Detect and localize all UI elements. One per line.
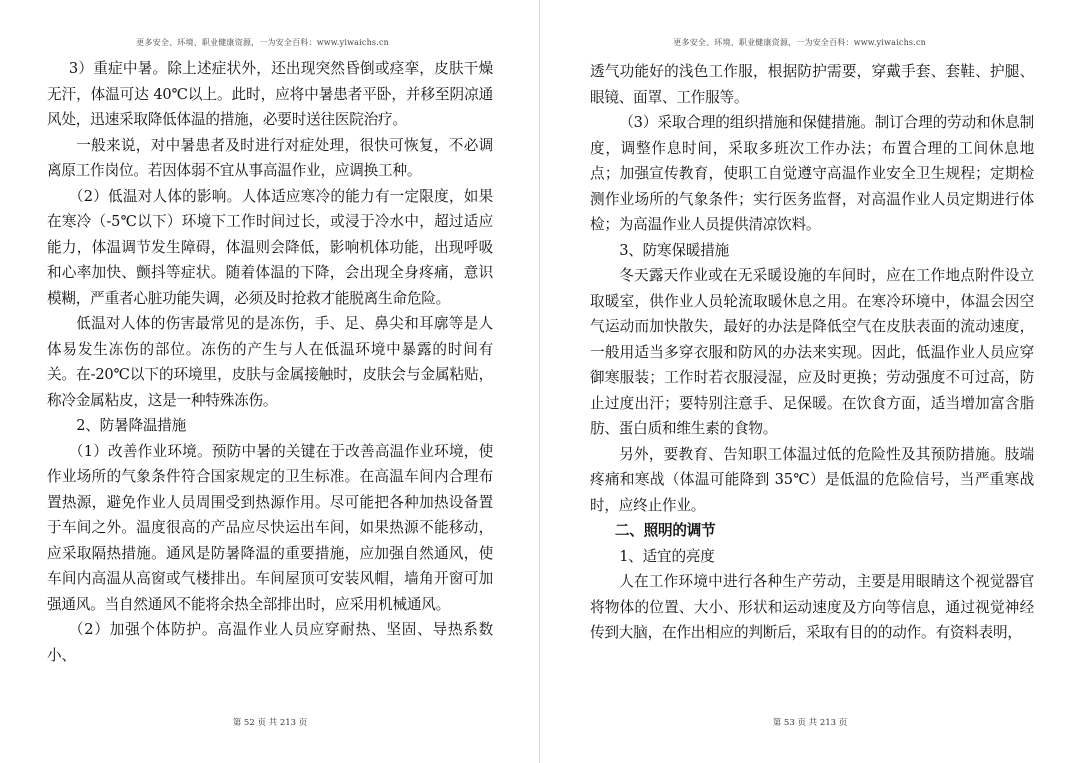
paragraph: （1）改善作业环境。预防中暑的关键在于改善高温作业环境，使作业场所的气象条件符合国家规定的卫生标准。在高温车间内合理布置热源，避免作业人员周围受到热源作用。尽可能把各种加热设备置于车间之外。温度很高的产品应尽快运出车间，如果热源不能移动，应采取隔热措施。通风是防暑降温的重要措施，应加强自然通风，使车间内高温从高窗或气楼排出。车间屋顶可安装风帽，墙角开窗可加强通风。当自然通风不能将余热全部排出时，应采用机械通风。 <box>47 442 493 613</box>
page-footer: 第 52 页 共 213 页 <box>232 718 308 728</box>
paragraph: （2）低温对人体的影响。人体适应寒冷的能力有一定限度，如果在寒冷（-5℃以下）环境下工作时间过长，或浸于冷水中，超过适应能力，体温调节发生障碍，体温则会降低，影响机体功能，出现呼吸和心率加快、颤抖等症状。随着体温的下降，会出现全身疼痛，意识模糊，严重者心脏功能失调，必须及时抢救才能脱离生命危险。 <box>47 187 493 307</box>
paragraph: 低温对人体的伤害最常见的是冻伤，手、足、鼻尖和耳廓等是人体易发生冻伤的部位。冻伤的产生与人在低温环境中暴露的时间有关。在-20℃以下的环境里，皮肤与金属接触时，皮肤会与金属粘贴，称冷金属粘皮，这是一种特殊冻伤。 <box>47 315 493 409</box>
page-body <box>590 59 1034 646</box>
paragraph: 透气功能好的浅色工作服，根据防护需要，穿戴手套、套鞋、护腿、眼镜、面罩、工作服等。 <box>590 63 1034 106</box>
page-header: 更多安全、环境、职业健康资源，一为安全百科：www.yiwaichs.cn <box>673 38 926 47</box>
section-heading: 2、防暑降温措施 <box>76 417 187 434</box>
paragraph: 另外，要教育、告知职工体温过低的危险性及其预防措施。肢端疼痛和寒战（体温可能降到 35℃）是低温的危险信号，当严重寒战时，应终止作业。 <box>590 445 1034 514</box>
paragraph: （2）加强个体防护。高温作业人员应穿耐热、坚固、导热系数小、 <box>47 621 493 664</box>
paragraph: （3）采取合理的组织措施和保健措施。制订合理的劳动和休息制度，调整作息时间，采取多班次工作办法；布置合理的工间休息地点；加强宣传教育，使职工自觉遵守高温作业安全卫生规程；定期检测作业场所的气象条件；实行医务监督，对高温作业人员定期进行体检；为高温作业人员提供清凉饮料。 <box>590 114 1034 233</box>
page-footer: 第 53 页 共 213 页 <box>772 718 848 728</box>
paragraph: 一般来说，对中暑患者及时进行对症处理，很快可恢复，不必调离原工作岗位。若因体弱不宜从事高温作业，应调换工种。 <box>47 136 493 179</box>
page-right <box>540 0 1080 763</box>
section-heading: 1、适宜的亮度 <box>619 547 715 565</box>
chapter-heading: 二、照明的调节 <box>614 522 716 539</box>
section-heading: 3、防寒保暖措施 <box>619 241 730 259</box>
paragraph: 冬天露天作业或在无采暖设施的车间时，应在工作地点附件设立取暖室，供作业人员轮流取暖休息之用。在寒冷环境中，体温会因空气运动而加快散失，最好的办法是降低空气在皮肤表面的流动速度，一般用适当多穿衣服和防风的办法来实现。因此，低温作业人员应穿御寒服装；工作时若衣服浸湿，应及时更换；劳动强度不可过高，防止过度出汗；要特别注意手、足保暖。在饮食方面，适当增加富含脂肪、蛋白质和维生素的食物。 <box>590 267 1034 437</box>
paragraph: 人在工作环境中进行各种生产劳动，主要是用眼睛这个视觉器官将物体的位置、大小、形状和运动速度及方向等信息，通过视觉神经传到大脑，在作出相应的判断后，采取有目的的动作。有资料表明， <box>590 573 1034 641</box>
page-header: 更多安全、环境、职业健康资源，一为安全百科：www.yiwaichs.cn <box>136 38 389 47</box>
paragraph: 3）重症中暑。除上述症状外，还出现突然昏倒或痉挛，皮肤干燥无汗，体温可达 40℃以上。此时，应将中暑患者平卧，并移至阴凉通风处，迅速采取降低体温的措施，必要时送往医院治疗。 <box>47 60 493 128</box>
page-body <box>47 56 493 668</box>
